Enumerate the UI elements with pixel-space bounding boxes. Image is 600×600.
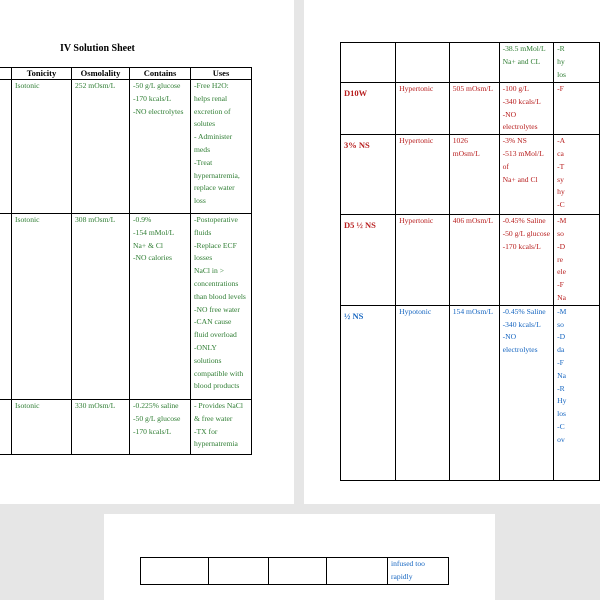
cell-contains — [499, 83, 554, 135]
cell-uses — [554, 83, 600, 135]
cell-contains — [499, 215, 554, 306]
table-row — [0, 400, 252, 455]
cell-uses — [191, 214, 252, 400]
cell-contains — [499, 305, 554, 480]
cell-osmolality: 1026 mOsm/L — [449, 135, 499, 215]
cell-line: helps renal — [194, 93, 228, 103]
cell-line: -NO electrolytes — [502, 332, 538, 355]
document-page-left — [0, 0, 294, 504]
header-contains: Contains — [130, 68, 191, 80]
cell-line: -0.9% — [133, 215, 152, 224]
cell-name: D5 ½ NS — [341, 215, 396, 306]
cell-line: los — [557, 409, 567, 419]
cell-contains — [327, 558, 388, 585]
cell-tonicity: Hypertonic — [396, 215, 450, 306]
cell-line: -CAN cause — [194, 317, 232, 327]
cell-line: -0.225% saline — [133, 401, 179, 410]
cell-line: -170 kcals/L — [133, 426, 172, 436]
cell-line: -T — [557, 161, 565, 171]
cell-line: -A — [557, 136, 566, 146]
cell-line: hypernatremia — [194, 439, 238, 449]
cell-line: re — [557, 254, 564, 264]
cell-line: -Treat — [194, 157, 213, 167]
cell-line: -D — [557, 241, 566, 251]
cell-line: than blood levels — [194, 291, 246, 301]
cell-line: hy — [557, 56, 565, 66]
cell-line: -0.45% Saline — [502, 216, 546, 226]
uses-line: infused too — [391, 559, 425, 568]
cell-tonicity: Hypertonic — [396, 83, 450, 135]
cell-uses — [554, 43, 600, 83]
cell-line: -50 g/L glucose — [133, 81, 181, 90]
cell-line: los — [557, 69, 567, 79]
cell-line: -R — [557, 44, 565, 53]
cell-osmolality: 330 mOsm/L — [72, 400, 130, 455]
cell-line: -NO electrolytes — [133, 106, 184, 116]
cell-name — [0, 80, 12, 214]
cell-name — [0, 214, 12, 400]
cell-line: solutes — [194, 119, 216, 129]
cell-line: ca — [557, 148, 564, 158]
cell-line: -38.5 mMol/L — [502, 44, 546, 53]
cell-line: Na+ & Cl — [133, 240, 164, 250]
table-row — [341, 305, 600, 480]
cell-osmolality: 252 mOsm/L — [72, 80, 130, 214]
cell-line: - Administer — [194, 132, 233, 142]
cell-line: NaCl in > — [194, 266, 225, 276]
iv-table-bottom — [140, 557, 449, 585]
cell-line: so — [557, 319, 564, 329]
cell-line: Na — [557, 370, 566, 380]
table-row — [341, 83, 600, 135]
cell-tonicity — [396, 43, 450, 83]
cell-name — [0, 400, 12, 455]
cell-line: meds — [194, 144, 211, 154]
cell-line: -513 mMol/L of — [502, 148, 544, 171]
cell-line: -C — [557, 200, 565, 210]
cell-line: ele — [557, 267, 566, 277]
cell-line: -170 kcals/L — [133, 93, 172, 103]
cell-osmolality: 308 mOsm/L — [72, 214, 130, 400]
table-row — [0, 214, 252, 400]
cell-tonicity: Isotonic — [12, 214, 72, 400]
header-osmolality: Osmolality — [72, 68, 130, 80]
cell-line: -F — [557, 84, 564, 93]
cell-name: ½ NS — [341, 305, 396, 480]
cell-name — [341, 43, 396, 83]
cell-line: Na+ and Cl — [502, 174, 538, 184]
cell-name: 3% NS — [341, 135, 396, 215]
cell-line: Na — [557, 292, 566, 302]
cell-contains — [499, 135, 554, 215]
cell-uses — [388, 558, 449, 585]
cell-line: -NO calories — [133, 253, 173, 263]
table-row — [341, 135, 600, 215]
cell-osmolality — [449, 43, 499, 83]
cell-tonicity — [209, 558, 269, 585]
cell-contains — [130, 400, 191, 455]
header-uses: Uses — [191, 68, 252, 80]
cell-line: -C — [557, 421, 565, 431]
cell-tonicity: Hypertonic — [396, 135, 450, 215]
cell-line: -F — [557, 280, 564, 290]
cell-name: D10W — [341, 83, 396, 135]
cell-line: -154 mMol/L — [133, 227, 175, 237]
cell-line: -50 g/L glucose — [502, 228, 550, 238]
cell-line: concentrations — [194, 278, 239, 288]
document-page-right — [304, 0, 600, 504]
cell-osmolality: 505 mOsm/L — [449, 83, 499, 135]
cell-line: & free water — [194, 413, 233, 423]
cell-uses — [554, 305, 600, 480]
cell-line: Hy — [557, 396, 567, 406]
cell-line: -NO electrolytes — [502, 109, 538, 132]
cell-contains — [499, 43, 554, 83]
cell-line: -340 kcals/L — [502, 96, 541, 106]
cell-contains — [130, 214, 191, 400]
cell-line: Na+ and CL — [502, 56, 541, 66]
page-title: IV Solution Sheet — [60, 43, 135, 54]
iv-table-left — [0, 67, 252, 455]
table-row — [141, 558, 449, 585]
cell-line: -170 kcals/L — [502, 241, 541, 251]
cell-line: hypernatremia, — [194, 170, 240, 180]
document-page-bottom — [104, 514, 495, 600]
cell-osmolality: 406 mOsm/L — [449, 215, 499, 306]
cell-line: -F — [557, 357, 564, 367]
cell-line: hy — [557, 187, 565, 197]
cell-uses — [554, 215, 600, 306]
cell-line: -50 g/L glucose — [133, 413, 181, 423]
cell-line: replace water — [194, 183, 235, 193]
cell-line: -TX for — [194, 426, 218, 436]
cell-uses — [554, 135, 600, 215]
iv-table-right — [340, 42, 600, 481]
cell-line: -0.45% Saline — [502, 306, 546, 316]
cell-line: blood products — [194, 381, 240, 391]
cell-line: -100 g/L — [502, 84, 529, 93]
cell-line: fluids — [194, 227, 212, 237]
cell-line: losses — [194, 253, 213, 263]
cell-line: -M — [557, 216, 567, 226]
cell-line: -ONLY — [194, 342, 217, 352]
cell-tonicity: Isotonic — [12, 80, 72, 214]
cell-line: da — [557, 345, 565, 355]
table-row — [0, 80, 252, 214]
cell-line: so — [557, 228, 564, 238]
cell-tonicity: Isotonic — [12, 400, 72, 455]
cell-line: -3% NS — [502, 136, 527, 146]
cell-line: -M — [557, 306, 567, 316]
header-tonicity: Tonicity — [12, 68, 72, 80]
table-row — [341, 43, 600, 83]
cell-line: -340 kcals/L — [502, 319, 541, 329]
cell-line: fluid overload — [194, 330, 237, 340]
cell-line: sy — [557, 174, 564, 184]
table-header-row — [0, 68, 252, 80]
cell-line: ov — [557, 434, 565, 444]
table-row — [341, 215, 600, 306]
header-name-cell — [0, 68, 12, 80]
cell-line: -Free H2O: — [194, 81, 229, 90]
cell-line: -Postoperative — [194, 215, 238, 224]
cell-line: compatible with — [194, 368, 244, 378]
cell-line: - Provides NaCl — [194, 401, 243, 410]
cell-line: -NO free water — [194, 304, 240, 314]
cell-line: loss — [194, 196, 206, 206]
cell-osmolality: 154 mOsm/L — [449, 305, 499, 480]
cell-line: -R — [557, 383, 565, 393]
cell-uses — [191, 80, 252, 214]
cell-line: -D — [557, 332, 566, 342]
uses-line: rapidly — [391, 571, 413, 581]
cell-contains — [130, 80, 191, 214]
cell-name — [141, 558, 209, 585]
cell-uses — [191, 400, 252, 455]
cell-osmolality — [269, 558, 327, 585]
cell-line: excretion of — [194, 106, 231, 116]
cell-line: -Replace ECF — [194, 240, 237, 250]
cell-tonicity: Hypotonic — [396, 305, 450, 480]
cell-line: solutions — [194, 355, 222, 365]
